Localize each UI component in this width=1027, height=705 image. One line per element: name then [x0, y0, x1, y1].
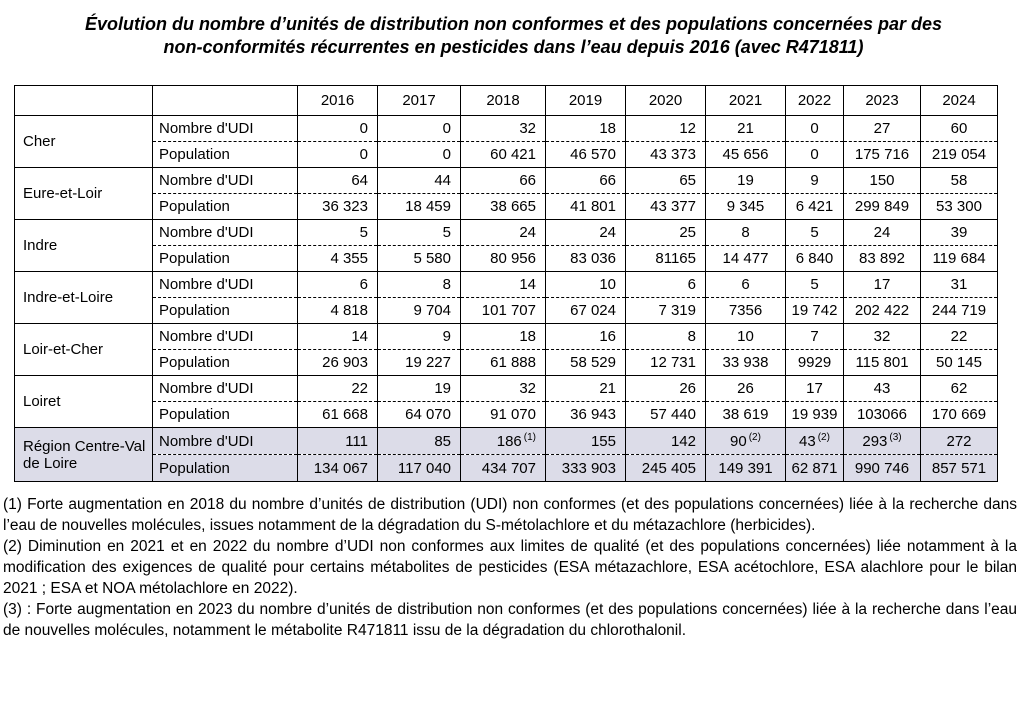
row-label-udi: Nombre d'UDI [153, 116, 298, 142]
population-value: 6 421 [786, 194, 844, 220]
population-value: 45 656 [706, 142, 786, 168]
udi-value: 5 [298, 220, 378, 246]
year-header-2018: 2018 [461, 86, 546, 116]
udi-value: 9 [378, 324, 461, 350]
udi-value: 22 [298, 376, 378, 402]
population-value: 83 892 [844, 246, 921, 272]
population-value: 64 070 [378, 402, 461, 428]
row-label-udi: Nombre d'UDI [153, 168, 298, 194]
population-value: 36 943 [546, 402, 626, 428]
population-value: 57 440 [626, 402, 706, 428]
udi-value: 21 [706, 116, 786, 142]
table-row-udi [15, 428, 998, 455]
dept-cell: Eure-et-Loir [15, 168, 153, 220]
row-label-population: Population [153, 246, 298, 272]
dept-cell: Région Centre-Val de Loire [15, 428, 153, 482]
population-value: 333 903 [546, 455, 626, 482]
population-value: 61 668 [298, 402, 378, 428]
udi-value: 10 [546, 272, 626, 298]
udi-value: 8 [626, 324, 706, 350]
population-value: 9 345 [706, 194, 786, 220]
population-value: 4 355 [298, 246, 378, 272]
year-header-2023: 2023 [844, 86, 921, 116]
udi-value: 17 [786, 376, 844, 402]
row-label-udi: Nombre d'UDI [153, 324, 298, 350]
udi-value: 60 [921, 116, 998, 142]
udi-value: 26 [626, 376, 706, 402]
udi-value: 142 [626, 428, 706, 455]
udi-value: 32 [844, 324, 921, 350]
population-value: 41 801 [546, 194, 626, 220]
population-value: 149 391 [706, 455, 786, 482]
udi-value: 5 [786, 220, 844, 246]
row-label-population: Population [153, 194, 298, 220]
udi-value: 111 [298, 428, 378, 455]
table-row-udi [15, 116, 998, 142]
population-value: 53 300 [921, 194, 998, 220]
population-value: 9929 [786, 350, 844, 376]
population-value: 36 323 [298, 194, 378, 220]
population-value: 14 477 [706, 246, 786, 272]
population-value: 4 818 [298, 298, 378, 324]
dept-cell: Loir-et-Cher [15, 324, 153, 376]
year-header-2022: 2022 [786, 86, 844, 116]
population-value: 134 067 [298, 455, 378, 482]
udi-value: 44 [378, 168, 461, 194]
footnote-2: (2) Diminution en 2021 et en 2022 du nombre d’UDI non conformes aux limites de qualité (et des populations concernées) liée notamment à la modification des exigences de qualité pour certains métabolites de pesticides (ESA métazachlore, ESA acétochlore, ESA alachlore pour le bilan 2021 ; ESA et NOA métolachlore en 2022). [3, 538, 1017, 597]
footnote-marker: (2) [748, 431, 761, 443]
udi-value: 58 [921, 168, 998, 194]
udi-value: 66 [461, 168, 546, 194]
udi-value: 17 [844, 272, 921, 298]
table-row-udi [15, 324, 998, 350]
population-value: 7356 [706, 298, 786, 324]
udi-value: 12 [626, 116, 706, 142]
udi-value: 7 [786, 324, 844, 350]
udi-value: 272 [921, 428, 998, 455]
population-value: 299 849 [844, 194, 921, 220]
footnote-1: (1) Forte augmentation en 2018 du nombre d’unités de distribution (UDI) non conformes (et des populations concernées) liée à la recherche dans l’eau de nouvelles molécules, issues notamment de la dégradation du S-métolachlore et du métazachlore (herbicides). [3, 496, 1017, 534]
udi-value: 0 [378, 116, 461, 142]
table-row-population [15, 455, 998, 482]
table-row-population [15, 246, 998, 272]
dept-cell: Indre [15, 220, 153, 272]
population-value: 43 377 [626, 194, 706, 220]
document-page [0, 13, 1027, 641]
population-value: 91 070 [461, 402, 546, 428]
row-label-population: Population [153, 455, 298, 482]
udi-value: 6 [706, 272, 786, 298]
table-row-udi [15, 272, 998, 298]
table-row-udi [15, 376, 998, 402]
udi-value: 24 [461, 220, 546, 246]
population-value: 83 036 [546, 246, 626, 272]
page-title-line1: Évolution du nombre d’unités de distribution non conformes et des populations concernées par des [84, 14, 943, 34]
population-value: 857 571 [921, 455, 998, 482]
udi-value: 19 [378, 376, 461, 402]
udi-value: 14 [298, 324, 378, 350]
udi-value: 43 $^{(2)}$ [786, 428, 844, 455]
year-header-2021: 2021 [706, 86, 786, 116]
udi-table [14, 85, 998, 482]
population-value: 990 746 [844, 455, 921, 482]
udi-value: 19 [706, 168, 786, 194]
udi-value: 186 $^{(1)}$ [461, 428, 546, 455]
population-value: 58 529 [546, 350, 626, 376]
population-value: 50 145 [921, 350, 998, 376]
footnote-marker: (3) [889, 431, 902, 443]
population-value: 61 888 [461, 350, 546, 376]
population-value: 0 [298, 142, 378, 168]
udi-value: 6 [626, 272, 706, 298]
population-value: 62 871 [786, 455, 844, 482]
population-value: 46 570 [546, 142, 626, 168]
udi-value: 150 [844, 168, 921, 194]
population-value: 101 707 [461, 298, 546, 324]
population-value: 170 669 [921, 402, 998, 428]
dept-cell: Loiret [15, 376, 153, 428]
udi-value: 21 [546, 376, 626, 402]
udi-value: 26 [706, 376, 786, 402]
udi-value: 39 [921, 220, 998, 246]
year-header-2020: 2020 [626, 86, 706, 116]
table-row-population [15, 402, 998, 428]
row-label-population: Population [153, 298, 298, 324]
footnotes [3, 494, 1017, 641]
table-row-udi [15, 168, 998, 194]
population-value: 7 319 [626, 298, 706, 324]
row-label-udi: Nombre d'UDI [153, 428, 298, 455]
udi-value: 25 [626, 220, 706, 246]
row-label-population: Population [153, 402, 298, 428]
table-row-udi [15, 220, 998, 246]
footnote-3: (3) : Forte augmentation en 2023 du nombre d’unités de distribution non conformes (et des populations concernées) liée à la recherche dans l’eau de nouvelles molécules, notamment le métabolite R471811 issu de la dégradation du chlorothalonil. [3, 601, 1017, 639]
population-value: 5 580 [378, 246, 461, 272]
udi-value: 65 [626, 168, 706, 194]
row-label-udi: Nombre d'UDI [153, 376, 298, 402]
corner-cell-label [153, 86, 298, 116]
page-title-line2: non-conformités récurrentes en pesticides dans l’eau depuis 2016 (avec R471811) [163, 37, 864, 57]
population-value: 80 956 [461, 246, 546, 272]
population-value: 103066 [844, 402, 921, 428]
population-value: 0 [786, 142, 844, 168]
footnote-marker: (2) [817, 431, 830, 443]
population-value: 38 665 [461, 194, 546, 220]
table-header [15, 86, 998, 116]
page-title [18, 13, 1009, 59]
row-label-population: Population [153, 350, 298, 376]
udi-value: 22 [921, 324, 998, 350]
corner-cell-dept [15, 86, 153, 116]
population-value: 60 421 [461, 142, 546, 168]
year-header-2016: 2016 [298, 86, 378, 116]
udi-value: 6 [298, 272, 378, 298]
population-value: 81165 [626, 246, 706, 272]
udi-value: 0 [298, 116, 378, 142]
udi-value: 24 [546, 220, 626, 246]
population-value: 33 938 [706, 350, 786, 376]
udi-value: 5 [786, 272, 844, 298]
udi-value: 8 [706, 220, 786, 246]
year-header-2024: 2024 [921, 86, 998, 116]
population-value: 117 040 [378, 455, 461, 482]
table-row-population [15, 350, 998, 376]
udi-value: 32 [461, 376, 546, 402]
table-body [15, 116, 998, 482]
population-value: 6 840 [786, 246, 844, 272]
population-value: 115 801 [844, 350, 921, 376]
population-value: 9 704 [378, 298, 461, 324]
population-value: 26 903 [298, 350, 378, 376]
population-value: 245 405 [626, 455, 706, 482]
udi-value: 18 [546, 116, 626, 142]
population-value: 19 939 [786, 402, 844, 428]
population-value: 119 684 [921, 246, 998, 272]
udi-value: 62 [921, 376, 998, 402]
population-value: 244 719 [921, 298, 998, 324]
population-value: 67 024 [546, 298, 626, 324]
udi-value: 27 [844, 116, 921, 142]
population-value: 19 742 [786, 298, 844, 324]
table-row-population [15, 298, 998, 324]
udi-value: 90 $^{(2)}$ [706, 428, 786, 455]
footnote-marker: (1) [523, 431, 536, 443]
udi-value: 66 [546, 168, 626, 194]
udi-value: 24 [844, 220, 921, 246]
udi-value: 85 [378, 428, 461, 455]
row-label-udi: Nombre d'UDI [153, 272, 298, 298]
udi-value: 32 [461, 116, 546, 142]
table-row-population [15, 142, 998, 168]
udi-value: 5 [378, 220, 461, 246]
udi-value: 155 [546, 428, 626, 455]
udi-value: 0 [786, 116, 844, 142]
dept-cell: Indre-et-Loire [15, 272, 153, 324]
dept-cell: Cher [15, 116, 153, 168]
population-value: 38 619 [706, 402, 786, 428]
population-value: 434 707 [461, 455, 546, 482]
population-value: 19 227 [378, 350, 461, 376]
population-value: 202 422 [844, 298, 921, 324]
population-value: 175 716 [844, 142, 921, 168]
udi-value: 10 [706, 324, 786, 350]
udi-value: 9 [786, 168, 844, 194]
header-row [15, 86, 998, 116]
population-value: 219 054 [921, 142, 998, 168]
row-label-population: Population [153, 142, 298, 168]
udi-value: 64 [298, 168, 378, 194]
year-header-2019: 2019 [546, 86, 626, 116]
udi-value: 8 [378, 272, 461, 298]
udi-value: 293 $^{(3)}$ [844, 428, 921, 455]
row-label-udi: Nombre d'UDI [153, 220, 298, 246]
population-value: 0 [378, 142, 461, 168]
udi-value: 31 [921, 272, 998, 298]
udi-value: 16 [546, 324, 626, 350]
table-row-population [15, 194, 998, 220]
udi-value: 14 [461, 272, 546, 298]
population-value: 43 373 [626, 142, 706, 168]
udi-value: 18 [461, 324, 546, 350]
udi-value: 43 [844, 376, 921, 402]
population-value: 18 459 [378, 194, 461, 220]
year-header-2017: 2017 [378, 86, 461, 116]
population-value: 12 731 [626, 350, 706, 376]
